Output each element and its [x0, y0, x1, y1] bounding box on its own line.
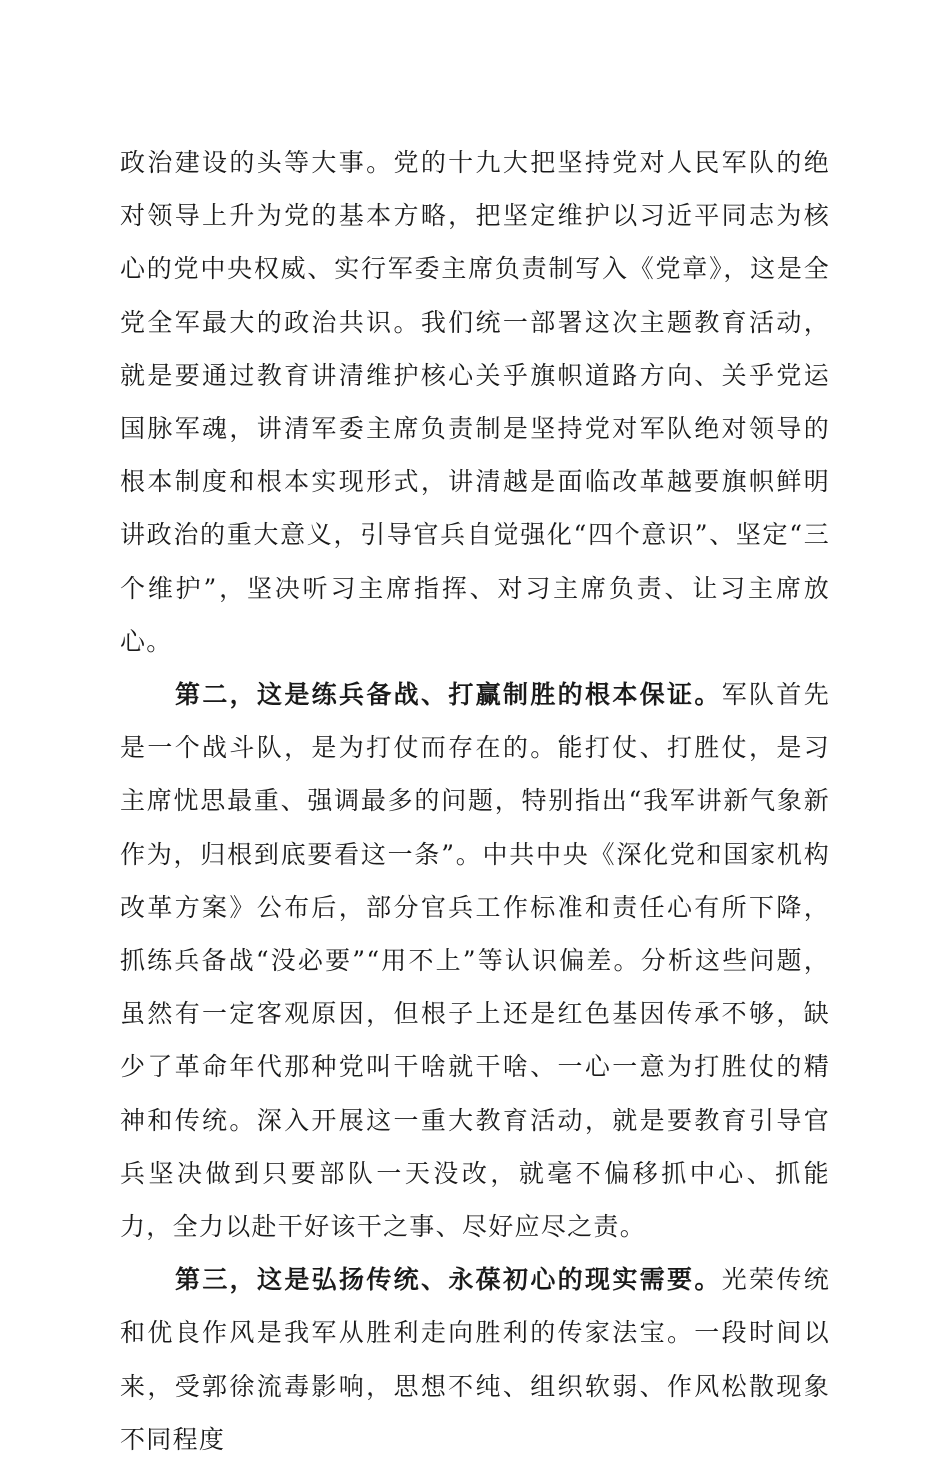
paragraph-text: 政治建设的头等大事。党的十九大把坚持党对人民军队的绝对领导上升为党的基本方略，把坚定维护以习近平同志为核心的党中央权威、实行军委主席负责制写入《党章》，这是全党全军最大的政治共识。我们统一部署这次主题教育活动，就是要通过教育讲清维护核心关乎旗帜道路方向、关乎党运国脉军魂，讲清军委主席负责制是坚持党对军队绝对领导的根本制度和根本实现形式，讲清越是面临改革越要旗帜鲜明讲政治的重大意义，引导官兵自觉强化“四个意识”、坚定“三个维护”，坚决听习主席指挥、对习主席负责、让习主席放心。 — [120, 148, 830, 656]
paragraph-lead: 第二，这是练兵备战、打赢制胜的根本保证。 — [175, 680, 722, 710]
paragraph-continuation — [120, 136, 830, 668]
paragraph-text: 光荣传统和优良作风是我军从胜利走向胜利的传家法宝。一段时间以来，受郭徐流毒影响，思想不纯、组织软弱、作风松散现象不同程度 — [120, 1265, 830, 1454]
paragraph-third-point — [120, 1253, 830, 1466]
paragraph-lead: 第三，这是弘扬传统、永葆初心的现实需要。 — [175, 1265, 722, 1295]
paragraph-text: 军队首先是一个战斗队，是为打仗而存在的。能打仗、打胜仗，是习主席忧思最重、强调最多的问题，特别指出“我军讲新气象新作为，归根到底要看这一条”。中共中央《深化党和国家机构改革方案》公布后，部分官兵工作标准和责任心有所下降，抓练兵备战“没必要”“用不上”等认识偏差。分析这些问题，虽然有一定客观原因，但根子上还是红色基因传承不够，缺少了革命年代那种党叫干啥就干啥、一心一意为打胜仗的精神和传统。深入开展这一重大教育活动，就是要教育引导官兵坚决做到只要部队一天没改，就毫不偏移抓中心、抓能力，全力以赴干好该干之事、尽好应尽之责。 — [120, 680, 830, 1242]
document-body — [120, 136, 830, 1466]
paragraph-second-point — [120, 668, 830, 1253]
